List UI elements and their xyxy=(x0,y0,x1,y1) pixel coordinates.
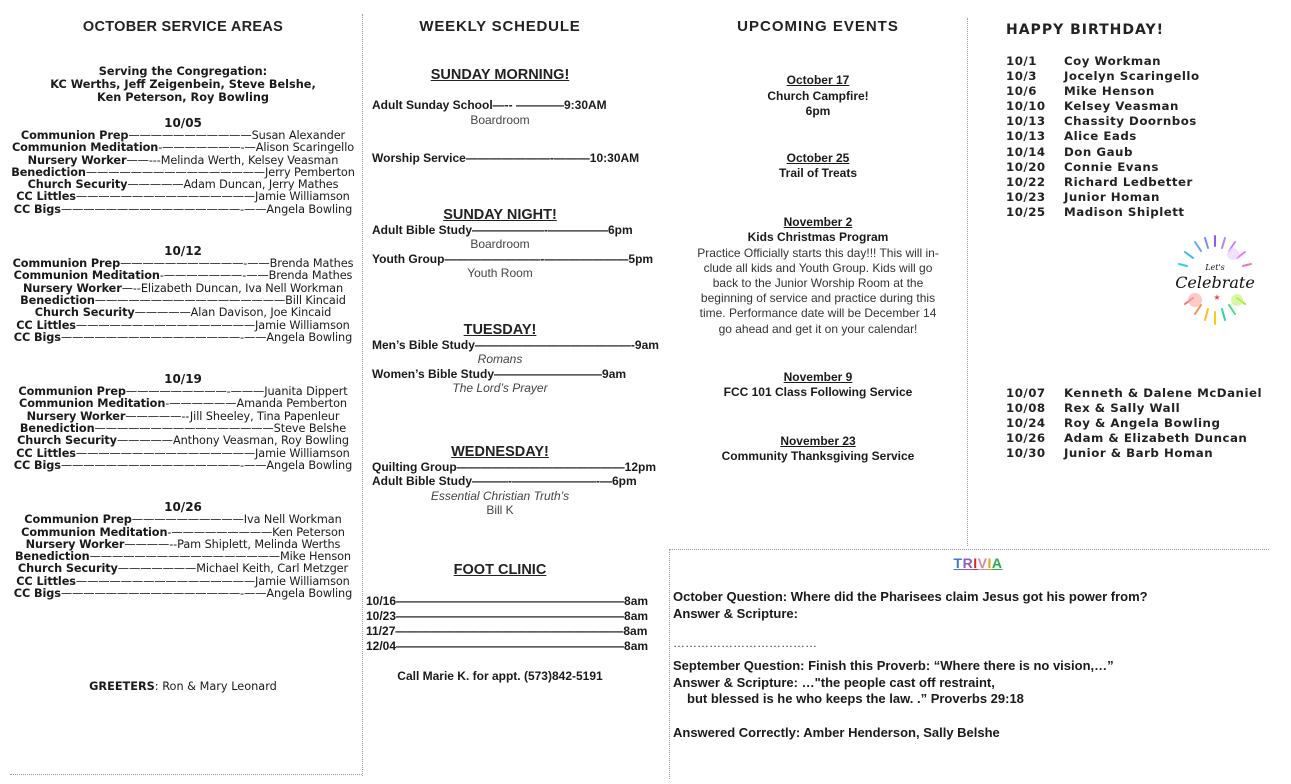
duty-role: CC Bigs xyxy=(13,330,61,344)
item-date: 10/6 xyxy=(1006,84,1037,99)
birthday-item xyxy=(1006,69,1286,84)
anniversary-list xyxy=(1006,386,1286,461)
item-name: Richard Ledbetter xyxy=(1064,174,1193,189)
schedule-item: Men’s Bible Study—————————————-9am xyxy=(372,337,659,352)
birthdays-title: HAPPY BIRTHDAY! xyxy=(1006,22,1165,38)
duty-role: Church Security xyxy=(27,178,128,192)
foot-clinic-date: 12/04———————————————————8am xyxy=(366,638,649,653)
event-date: November 2 xyxy=(783,214,853,229)
duty-separator: -———————-—— xyxy=(159,269,269,283)
duty-separator: ———————————-—— xyxy=(120,257,270,271)
schedule-item-topic: Essential Christian Truth’s xyxy=(430,488,570,503)
item-date: 10/13 xyxy=(1006,114,1046,129)
item-name: Roy & Angela Bowling xyxy=(1064,416,1221,431)
trivia-title xyxy=(673,555,1283,571)
event-date: October 17 xyxy=(786,73,850,87)
schedule-item: Quilting Group——————————————12pm xyxy=(372,459,656,474)
duty-row xyxy=(8,332,358,344)
foot-clinic-date: 11/27———————————————————8am xyxy=(366,623,648,638)
event-title: Kids Christmas Program xyxy=(747,230,889,244)
september-answer: Answer & Scripture: …"the people cast off restraint, xyxy=(673,674,995,690)
event-title: Community Thanksgiving Service xyxy=(721,449,915,464)
service-week-date: 10/05 xyxy=(164,116,202,130)
duty-role: CC Littles xyxy=(16,446,76,460)
event-description-line: time. Performance date will be December 14 xyxy=(699,306,937,321)
greeters-label: GREETERS xyxy=(89,680,155,693)
item-name: Don Gaub xyxy=(1064,144,1133,159)
schedule-item-location: Boardroom xyxy=(470,237,530,251)
event-date: November 23 xyxy=(780,433,856,448)
duty-row xyxy=(8,588,358,600)
duty-separator: ————————————————— xyxy=(94,293,286,307)
event-date: October 25 xyxy=(786,150,850,165)
celebrate-text: Celebrate xyxy=(1175,273,1255,292)
duty-role: Communion Meditation xyxy=(11,141,159,155)
item-date: 10/14 xyxy=(1006,144,1046,159)
duty-role: CC Littles xyxy=(16,190,76,204)
star-icon: ★ xyxy=(1213,293,1221,302)
birthday-item xyxy=(1006,84,1286,99)
duty-name: Melinda Werth, Kelsey Veasman xyxy=(160,153,339,167)
duty-separator: ——————————— xyxy=(128,129,252,142)
duty-separator: ———————————————— xyxy=(75,318,256,332)
duty-role: Nursery Worker xyxy=(27,153,127,167)
burst-ray xyxy=(1205,238,1208,248)
duty-role: Communion Prep xyxy=(18,385,126,399)
greeters-names: : Ron & Mary Leonard xyxy=(154,680,277,693)
duty-name: Anthony Veasman, Roy Bowling xyxy=(172,434,349,448)
schedule-item-topic: The Lord’s Prayer xyxy=(452,381,548,395)
event-description xyxy=(672,246,964,337)
birthday-item xyxy=(1006,145,1286,160)
item-date: 10/23 xyxy=(1006,189,1046,204)
duty-separator: —-- xyxy=(121,281,141,295)
duty-name: Adam Duncan, Jerry Mathes xyxy=(183,178,339,192)
duty-separator: ————————————————-—— xyxy=(60,458,267,472)
duty-separator: -———————-— xyxy=(158,141,256,155)
duty-name: Elizabeth Duncan, Iva Nell Workman xyxy=(140,281,344,295)
service-areas-title: OCTOBER SERVICE AREAS xyxy=(82,19,284,35)
event-title: Church Campfire! xyxy=(767,88,869,103)
event xyxy=(672,370,964,401)
column-divider xyxy=(362,14,363,776)
duty-separator: ————————————————— xyxy=(89,550,280,564)
event-title: FCC 101 Class Following Service xyxy=(723,385,913,400)
burst-dot xyxy=(1227,248,1239,260)
service-areas-column xyxy=(8,0,358,693)
schedule-item: Women’s Bible Study—————————9am xyxy=(372,366,627,381)
serving-names-line: KC Werths, Jeff Zeigenbein, Steve Belshe, xyxy=(50,78,316,91)
october-answer-label: Answer & Scripture: xyxy=(673,605,798,621)
duty-role: Benediction xyxy=(19,422,95,436)
service-week-date: 10/19 xyxy=(164,372,202,387)
anniversary-item xyxy=(1006,386,1286,401)
event-title: Trail of Treats xyxy=(778,166,858,180)
duty-separator: ———————————————— xyxy=(75,574,256,588)
upcoming-events-column xyxy=(672,0,964,465)
burst-ray xyxy=(1243,264,1251,266)
item-name: Chassity Doornbos xyxy=(1064,114,1197,129)
duty-name: Michael Keith, Carl Metzger xyxy=(196,562,349,576)
item-date: 10/22 xyxy=(1006,174,1046,189)
trivia-title-letter: A xyxy=(991,555,1003,571)
foot-clinic-call: Call Marie K. for appt. (573)842-5191 xyxy=(397,668,603,683)
burst-ray xyxy=(1205,309,1208,320)
september-question: September Question: Finish this Proverb: “Where there is no vision,…” xyxy=(673,658,1114,673)
duty-role: Church Security xyxy=(17,434,117,448)
answered-correctly: Answered Correctly: Amber Henderson, Sally Belshe xyxy=(673,724,1000,740)
duty-role: CC Bigs xyxy=(13,587,61,601)
item-date: 10/10 xyxy=(1006,99,1046,114)
duty-separator: ————— xyxy=(127,178,184,192)
duty-row xyxy=(8,204,358,216)
duty-role: Benediction xyxy=(20,293,95,307)
service-week xyxy=(8,244,358,344)
duty-name: Brenda Mathes xyxy=(269,257,354,271)
duty-name: Brenda Mathes xyxy=(268,269,353,283)
item-name: Jocelyn Scaringello xyxy=(1064,69,1200,84)
separator-dots: ……………………………… xyxy=(673,636,817,650)
duty-role: Nursery Worker xyxy=(25,537,125,551)
burst-ray xyxy=(1229,305,1235,314)
duty-name: Steve Belshe xyxy=(273,422,347,436)
duty-role: Communion Meditation xyxy=(13,269,160,283)
duty-role: CC Bigs xyxy=(13,202,61,216)
event-description-line: back to the Junior Worship Room at the xyxy=(712,275,924,290)
schedule-item-topic: Romans xyxy=(477,352,523,366)
duty-separator: ————— xyxy=(134,306,191,320)
duty-separator: ———————————————— xyxy=(94,422,274,436)
item-name: Junior Homan xyxy=(1064,189,1160,204)
birthday-item xyxy=(1006,175,1286,190)
birthday-item xyxy=(1006,129,1286,144)
birthday-item xyxy=(1006,160,1286,175)
greeters xyxy=(8,680,358,693)
event xyxy=(672,434,964,465)
foot-clinic-dates xyxy=(366,593,649,654)
event-description-line: beginning of service and practice during this xyxy=(700,291,936,306)
event xyxy=(672,151,964,182)
sunday-night-heading: SUNDAY NIGHT! xyxy=(443,206,557,223)
event-date: November 9 xyxy=(783,369,853,384)
duty-name: Angela Bowling xyxy=(266,330,353,344)
item-name: Kelsey Veasman xyxy=(1064,99,1179,114)
burst-ray xyxy=(1179,264,1187,266)
birthday-item xyxy=(1006,99,1286,114)
column-divider xyxy=(10,774,362,775)
trivia-title-letter: I xyxy=(973,555,978,571)
event-description-line: go ahead and get it on your calendar! xyxy=(718,321,918,336)
duty-name: Jamie Williamson xyxy=(255,190,350,204)
september-answer-continued: but blessed is he who keeps the law. .” Proverbs 29:18 xyxy=(687,691,1024,706)
duty-role: Communion Prep xyxy=(12,257,121,271)
duty-name: Iva Nell Workman xyxy=(243,513,342,527)
schedule-item-teacher: Bill K xyxy=(486,503,514,517)
service-week-date: 10/26 xyxy=(164,500,202,515)
item-date: 10/30 xyxy=(1006,446,1046,461)
burst-ray xyxy=(1222,309,1225,320)
foot-clinic-date: 10/16———————————————————8am xyxy=(366,593,649,608)
birthday-item xyxy=(1006,190,1286,205)
duty-role: Benediction xyxy=(11,165,86,179)
item-date: 10/20 xyxy=(1006,159,1046,174)
duty-name: Ken Peterson xyxy=(272,525,345,539)
duty-name: Jamie Williamson xyxy=(255,446,350,460)
anniversary-item xyxy=(1006,446,1286,461)
duty-name: Angela Bowling xyxy=(266,587,353,601)
service-week xyxy=(8,116,358,216)
event-description-line: Practice Officially starts this day!!! This will in- xyxy=(697,245,939,260)
duty-separator: -————————— xyxy=(167,525,273,539)
event xyxy=(672,73,964,120)
anniversary-item xyxy=(1006,416,1286,431)
duty-separator: ————— xyxy=(116,434,173,448)
burst-ray xyxy=(1185,252,1193,258)
event-description-line: clude all kids and Youth Group. Kids will go xyxy=(703,260,933,275)
schedule-item: Worship Service———————-———10:30AM xyxy=(372,151,640,165)
duty-separator: —————————-——— xyxy=(125,385,265,399)
event xyxy=(672,215,964,337)
wednesday-heading: WEDNESDAY! xyxy=(451,443,549,460)
trivia-title-letter: V xyxy=(977,555,988,571)
item-name: Coy Workman xyxy=(1064,54,1162,68)
duty-name: Bill Kincaid xyxy=(285,293,346,307)
item-name: Rex & Sally Wall xyxy=(1064,401,1181,416)
upcoming-events-title: UPCOMING EVENTS xyxy=(737,18,899,35)
duty-separator: ————————————————-—— xyxy=(60,202,267,216)
burst-ray xyxy=(1195,242,1201,251)
duty-role: CC Bigs xyxy=(13,458,61,472)
duty-separator: ——--- xyxy=(126,153,161,167)
column-divider xyxy=(967,18,968,546)
duty-role: Communion Prep xyxy=(24,513,132,527)
duty-name: Jamie Williamson xyxy=(255,318,350,332)
duty-role: Church Security xyxy=(17,562,118,576)
duty-role: Communion Meditation xyxy=(19,397,166,411)
serving-names-line: Ken Peterson, Roy Bowling xyxy=(97,91,269,104)
schedule-item: Adult Sunday School—-- ————9:30AM xyxy=(372,98,607,112)
trivia-title-letter: I xyxy=(987,555,992,571)
item-name: Alice Eads xyxy=(1064,129,1137,144)
serving-label: Serving the Congregation: xyxy=(98,65,268,78)
schedule-item: Adult Bible Study———-———————-—6pm xyxy=(372,474,637,488)
duty-separator: ———————————————— xyxy=(75,446,256,460)
duty-name: Pam Shiplett, Melinda Werths xyxy=(177,537,341,551)
item-name: Mike Henson xyxy=(1064,84,1155,99)
burst-dot xyxy=(1231,294,1243,306)
lets-celebrate-image xyxy=(1165,232,1265,332)
duty-separator: ———————————————— xyxy=(75,190,256,204)
item-date: 10/1 xyxy=(1006,54,1037,68)
item-name: Madison Shiplett xyxy=(1064,204,1185,219)
schedule-item-location: Youth Room xyxy=(467,266,533,280)
burst-dot xyxy=(1188,293,1202,307)
duty-role: Benediction xyxy=(15,550,90,564)
duty-role: CC Littles xyxy=(16,574,76,588)
lets-text: Let's xyxy=(1205,263,1225,272)
duty-name: Angela Bowling xyxy=(266,458,353,472)
schedule-item-location: Boardroom xyxy=(470,112,530,127)
weekly-schedule-title: WEEKLY SCHEDULE xyxy=(419,18,581,35)
birthday-list xyxy=(1006,54,1286,220)
foot-clinic-heading: FOOT CLINIC xyxy=(453,561,547,578)
duty-separator: ————————————————-—— xyxy=(60,330,267,344)
item-name: Junior & Barb Homan xyxy=(1064,446,1214,461)
item-date: 10/13 xyxy=(1006,129,1046,144)
duty-name: Jerry Pemberton xyxy=(264,165,355,179)
duty-role: Nursery Worker xyxy=(22,281,122,295)
duty-name: Alison Scaringello xyxy=(255,141,355,155)
tuesday-heading: TUESDAY! xyxy=(463,321,537,338)
duty-name: Angela Bowling xyxy=(266,202,353,216)
duty-name: Alan Davison, Joe Kincaid xyxy=(190,306,332,320)
item-name: Kenneth & Dalene McDaniel xyxy=(1064,386,1263,400)
service-week xyxy=(8,500,358,600)
duty-name: Jamie Williamson xyxy=(255,574,350,588)
duty-separator: ———————————————— xyxy=(85,165,265,179)
duty-name: Juanita Dippert xyxy=(264,385,348,399)
anniversary-item xyxy=(1006,401,1286,416)
duty-name: Mike Henson xyxy=(279,550,351,564)
birthday-item xyxy=(1006,114,1286,129)
item-date: 10/26 xyxy=(1006,431,1046,446)
item-date: 10/3 xyxy=(1006,69,1037,84)
duty-separator: —————-- xyxy=(125,409,190,423)
duty-separator: ————-- xyxy=(124,537,178,551)
weekly-schedule-column xyxy=(366,0,659,683)
duty-name: Jill Sheeley, Tina Papenleur xyxy=(189,409,340,423)
item-date: 10/25 xyxy=(1006,204,1046,219)
duty-role: Communion Prep xyxy=(20,129,129,142)
trivia-left-border xyxy=(669,549,670,779)
item-date: 10/24 xyxy=(1006,416,1046,431)
foot-clinic-date: 10/23———————————————————8am xyxy=(366,608,649,623)
birthday-item xyxy=(1006,205,1286,220)
duty-separator: -—————— xyxy=(165,397,237,411)
duty-separator: ——————— xyxy=(117,562,197,576)
service-week-date: 10/12 xyxy=(164,244,202,259)
duty-role: Nursery Worker xyxy=(26,409,126,423)
trivia-title-letter: R xyxy=(962,555,974,571)
duty-separator: ————————————————-—— xyxy=(60,587,267,601)
duty-name: Amanda Pemberton xyxy=(236,397,347,411)
trivia-title-letter: T xyxy=(953,555,963,571)
sunday-morning-heading: SUNDAY MORNING! xyxy=(430,67,570,83)
trivia-top-border xyxy=(669,549,1269,550)
october-question: October Question: Where did the Pharisees claim Jesus got his power from? xyxy=(673,589,1148,604)
duty-role: Communion Meditation xyxy=(21,525,168,539)
duty-row xyxy=(8,460,358,472)
trivia-section xyxy=(673,552,1283,741)
schedule-item: Youth Group————————-———————5pm xyxy=(372,251,654,266)
duty-separator: —————————— xyxy=(131,513,244,527)
duty-name: Susan Alexander xyxy=(251,129,346,142)
item-name: Adam & Elizabeth Duncan xyxy=(1064,431,1248,446)
item-name: Connie Evans xyxy=(1064,159,1159,174)
item-date: 10/08 xyxy=(1006,401,1046,416)
event-time: 6pm xyxy=(805,104,831,118)
service-week xyxy=(8,372,358,472)
burst-ray xyxy=(1222,238,1225,248)
anniversary-item xyxy=(1006,431,1286,446)
item-date: 10/07 xyxy=(1006,386,1046,400)
birthday-item xyxy=(1006,54,1286,69)
schedule-item: Adult Bible Study——————-—————6pm xyxy=(372,222,633,237)
duty-role: Church Security xyxy=(34,306,135,320)
duty-role: CC Littles xyxy=(16,318,76,332)
serving-congregation xyxy=(8,65,358,104)
